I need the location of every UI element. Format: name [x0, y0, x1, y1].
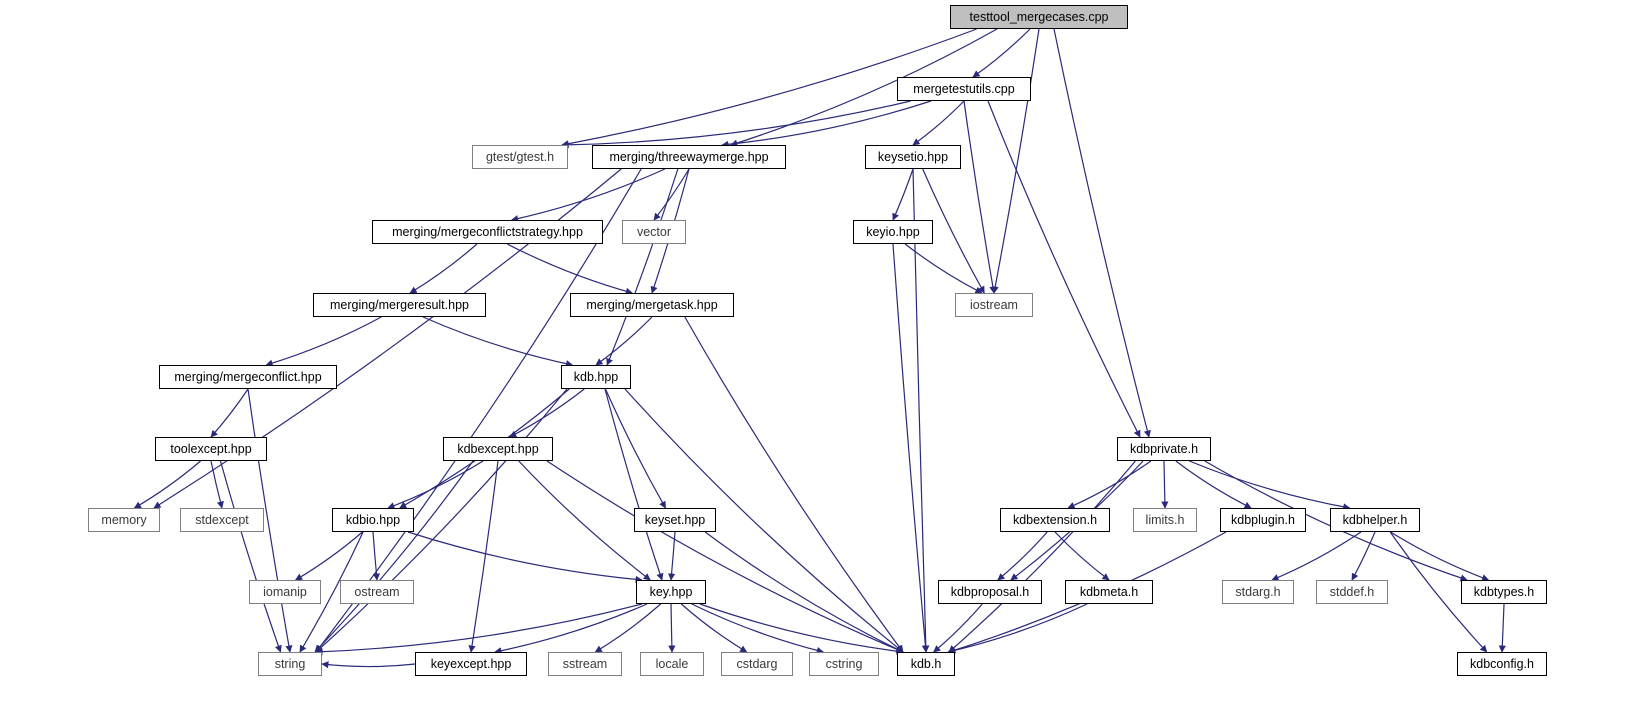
graph-node-limits[interactable]	[1133, 508, 1197, 532]
graph-node-mergetask[interactable]	[570, 293, 734, 317]
graph-node-label: gtest/gtest.h	[485, 149, 555, 164]
graph-node-label: cstring	[825, 656, 863, 671]
graph-node-label: iomanip	[263, 584, 307, 599]
graph-node-keyexcept[interactable]	[415, 652, 527, 676]
edge-kdbprivate-to-limits	[1164, 461, 1165, 508]
graph-node-kdbconfig[interactable]	[1457, 652, 1547, 676]
graph-node-keyio[interactable]	[853, 220, 933, 244]
edge-mergeconflictstrategy-to-mergeresult	[410, 244, 477, 293]
graph-node-label: merging/mergeresult.hpp	[330, 297, 469, 312]
graph-node-label: kdbmeta.h	[1079, 584, 1139, 599]
graph-node-label: iostream	[970, 297, 1018, 312]
graph-node-label: kdbtypes.h	[1473, 584, 1535, 599]
graph-node-ostream[interactable]	[340, 580, 414, 604]
graph-node-keyset[interactable]	[634, 508, 716, 532]
graph-node-label: keyio.hpp	[866, 224, 920, 239]
edge-mergetestutils-to-keysetio	[913, 101, 964, 145]
graph-node-label: stddef.h	[1329, 584, 1375, 599]
graph-node-label: key.hpp	[649, 584, 693, 599]
edge-kdbhelper-to-stddef	[1352, 532, 1375, 580]
edge-mergeconflict-to-toolexcept	[211, 389, 248, 437]
graph-node-label: kdbproposal.h	[950, 584, 1030, 599]
graph-node-label: merging/mergeconflict.hpp	[174, 369, 322, 384]
edge-kdbexcept-to-keyexcept	[471, 461, 498, 652]
edge-kdbexcept-to-kdbh	[547, 461, 903, 652]
graph-node-kdbplugin[interactable]	[1220, 508, 1306, 532]
edge-keyhpp-to-sstream	[595, 604, 660, 652]
graph-node-kdbio[interactable]	[332, 508, 414, 532]
graph-node-mergeconflict[interactable]	[159, 365, 337, 389]
graph-node-keysetio[interactable]	[865, 145, 961, 169]
edge-threewaymerge-to-vector	[654, 169, 689, 220]
graph-node-gtest[interactable]	[472, 145, 568, 169]
graph-node-label: kdbprivate.h	[1129, 441, 1199, 456]
edge-mergetestutils-to-kdbprivate	[988, 101, 1140, 437]
graph-node-kdbmeta[interactable]	[1065, 580, 1153, 604]
edge-keyexcept-to-string	[322, 664, 415, 667]
edge-kdbtypes-to-kdbconfig	[1502, 604, 1504, 652]
graph-node-keyhpp[interactable]	[636, 580, 706, 604]
edge-threewaymerge-to-kdbhpp	[607, 169, 678, 365]
graph-node-cstdarg[interactable]	[721, 652, 793, 676]
graph-node-iomanip[interactable]	[249, 580, 321, 604]
graph-node-kdbhpp[interactable]	[561, 365, 631, 389]
graph-node-testtool_mergecases[interactable]	[950, 5, 1128, 29]
graph-node-cstring[interactable]	[809, 652, 879, 676]
graph-node-label: keyexcept.hpp	[430, 656, 512, 671]
graph-node-label: mergetestutils.cpp	[913, 81, 1015, 96]
graph-node-stdexcept[interactable]	[180, 508, 264, 532]
graph-node-label: kdbplugin.h	[1231, 512, 1295, 527]
graph-node-label: merging/mergeconflictstrategy.hpp	[392, 224, 583, 239]
graph-node-string[interactable]	[258, 652, 322, 676]
graph-node-mergetestutils[interactable]	[897, 77, 1031, 101]
graph-node-kdbproposal[interactable]	[938, 580, 1042, 604]
graph-node-stddef[interactable]	[1316, 580, 1388, 604]
edge-kdbprivate-to-kdbhelper	[1189, 461, 1349, 508]
graph-node-label: cstdarg	[736, 656, 778, 671]
edge-kdbhelper-to-stdarg	[1272, 532, 1361, 580]
graph-node-kdbextension[interactable]	[1000, 508, 1110, 532]
graph-node-sstream[interactable]	[548, 652, 622, 676]
graph-node-label: merging/mergetask.hpp	[586, 297, 718, 312]
graph-node-locale[interactable]	[640, 652, 704, 676]
edge-mergeresult-to-kdbhpp	[423, 317, 572, 365]
edge-kdbio-to-keyhpp	[408, 532, 642, 580]
graph-node-label: kdbexcept.hpp	[457, 441, 539, 456]
graph-node-label: stdexcept	[195, 512, 249, 527]
edge-kdbhpp-to-keyset	[605, 389, 665, 508]
graph-node-label: sstream	[562, 656, 608, 671]
edge-kdbextension-to-kdbmeta	[1055, 532, 1109, 580]
edge-mergetestutils-to-gtest	[562, 101, 911, 145]
edge-kdbprivate-to-kdbextension	[1068, 461, 1151, 508]
edge-kdbio-to-iomanip	[296, 532, 363, 580]
edge-keyhpp-to-string	[316, 604, 642, 652]
graph-node-label: keyset.hpp	[644, 512, 706, 527]
graph-node-label: kdb.hpp	[573, 369, 619, 384]
graph-node-label: locale	[655, 656, 689, 671]
graph-node-label: stdarg.h	[1235, 584, 1281, 599]
graph-node-memory[interactable]	[88, 508, 160, 532]
graph-node-kdbh[interactable]	[897, 652, 955, 676]
graph-node-label: string	[274, 656, 306, 671]
edge-toolexcept-to-string	[220, 461, 280, 652]
graph-node-label: testtool_mergecases.cpp	[969, 9, 1109, 24]
graph-node-kdbprivate[interactable]	[1117, 437, 1211, 461]
graph-node-label: limits.h	[1145, 512, 1185, 527]
edge-keyhpp-to-locale	[671, 604, 672, 652]
edge-threewaymerge-to-mergeconflictstrategy	[512, 169, 665, 220]
edge-kdbexcept-to-string	[315, 461, 473, 652]
graph-node-label: ostream	[354, 584, 400, 599]
edge-keyhpp-to-keyexcept	[495, 604, 647, 652]
graph-node-label: kdbconfig.h	[1470, 656, 1534, 671]
edge-keyio-to-kdbh	[893, 244, 926, 652]
graph-node-kdbhelper[interactable]	[1330, 508, 1420, 532]
edge-testtool_mergecases-to-iostream	[994, 29, 1039, 293]
graph-node-stdarg[interactable]	[1222, 580, 1294, 604]
graph-node-label: kdbhelper.h	[1342, 512, 1408, 527]
graph-node-threewaymerge[interactable]	[592, 145, 786, 169]
edge-keyhpp-to-cstdarg	[681, 604, 746, 652]
graph-node-iostream[interactable]	[955, 293, 1033, 317]
edge-mergetask-to-kdbhpp	[596, 317, 652, 365]
edge-keysetio-to-keyio	[893, 169, 913, 220]
graph-node-kdbexcept[interactable]	[443, 437, 553, 461]
edge-kdbprivate-to-kdbplugin	[1176, 461, 1251, 508]
graph-node-label: vector	[636, 224, 672, 239]
edge-mergetestutils-to-threewaymerge	[722, 101, 931, 145]
graph-node-toolexcept[interactable]	[155, 437, 267, 461]
edge-testtool_mergecases-to-mergetestutils	[973, 29, 1030, 77]
edge-kdbhelper-to-kdbtypes	[1390, 532, 1488, 580]
graph-node-label: kdb.h	[910, 656, 942, 671]
graph-node-mergeconflictstrategy[interactable]	[372, 220, 603, 244]
edge-testtool_mergecases-to-kdbprivate	[1054, 29, 1149, 437]
graph-node-label: toolexcept.hpp	[170, 441, 252, 456]
graph-node-kdbtypes[interactable]	[1461, 580, 1547, 604]
graph-node-label: kdbio.hpp	[345, 512, 401, 527]
graph-node-label: keysetio.hpp	[877, 149, 949, 164]
edge-kdbextension-to-kdbproposal	[998, 532, 1047, 580]
graph-node-vector[interactable]	[622, 220, 686, 244]
edge-mergeresult-to-mergeconflict	[266, 317, 381, 365]
graph-node-label: memory	[101, 512, 147, 527]
graph-node-label: merging/threewaymerge.hpp	[609, 149, 769, 164]
graph-node-mergeresult[interactable]	[313, 293, 486, 317]
graph-node-label: kdbextension.h	[1012, 512, 1098, 527]
edge-keyset-to-keyhpp	[671, 532, 675, 580]
